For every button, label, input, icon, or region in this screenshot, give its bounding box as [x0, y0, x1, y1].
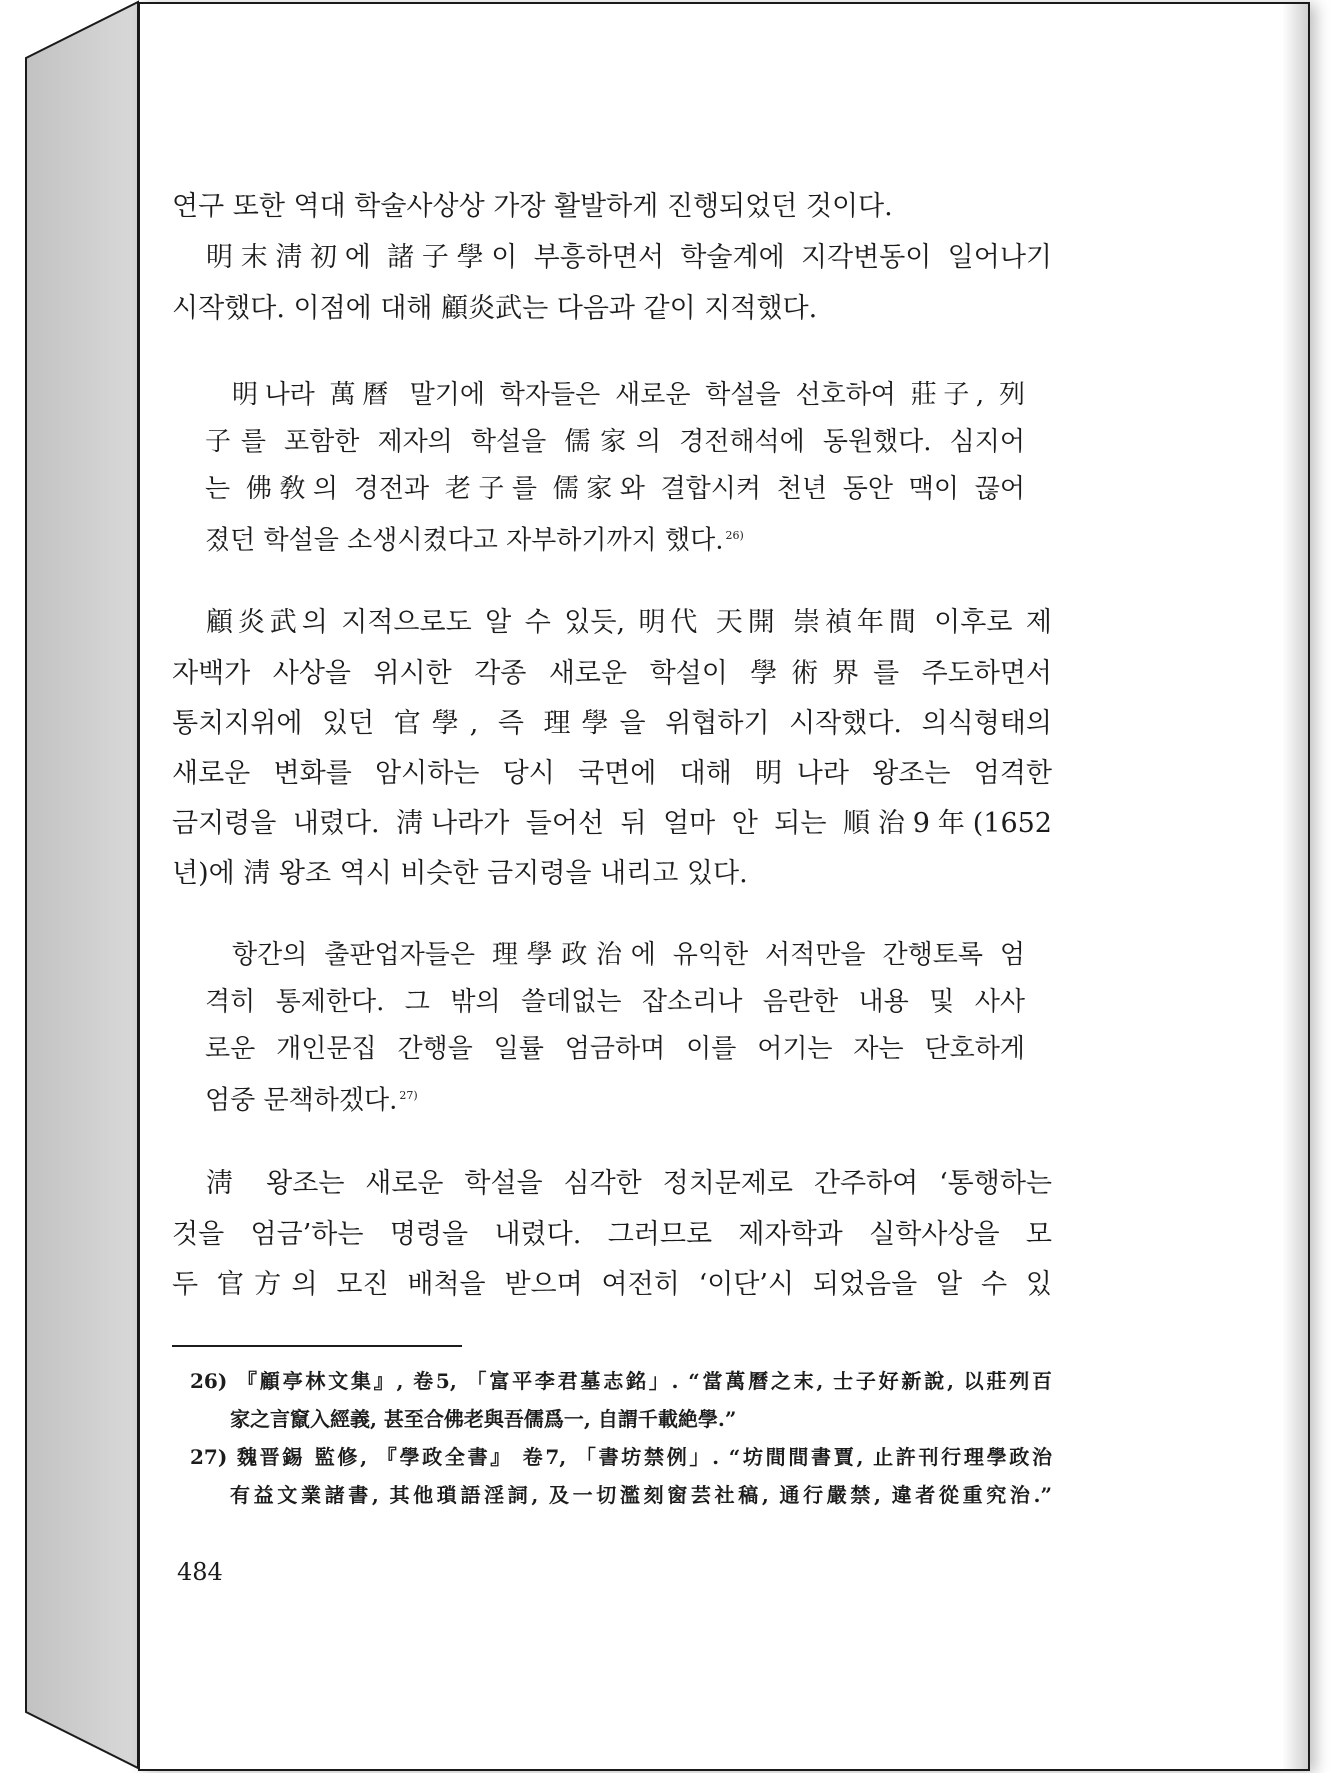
- quote-text: 엄중 문책하겠다.: [205, 1085, 398, 1116]
- quote-text: 졌던 학설을 소생시켰다고 자부하기까지 했다.: [205, 525, 724, 556]
- quote-line: 격히 통제한다. 그 밖의 쓸데없는 잡소리나 음란한 내용 및 사사: [205, 987, 1025, 1017]
- body-line: 淸 왕조는 새로운 학설을 심각한 정치문제로 간주하여 ‘통행하는: [206, 1168, 1052, 1199]
- body-line: 통치지위에 있던 官學, 즉 理學을 위협하기 시작했다. 의식형태의: [172, 708, 1052, 739]
- quote-line: 로운 개인문집 간행을 일률 엄금하며 이를 어기는 자는 단호하게: [205, 1034, 1025, 1064]
- body-line: 것을 엄금’하는 명령을 내렸다. 그러므로 제자학과 실학사상을 모: [172, 1219, 1052, 1250]
- quote-line: 항간의 출판업자들은 理學政治에 유익한 서적만을 간행토록 엄: [232, 940, 1025, 970]
- body-line: 顧炎武의 지적으로도 알 수 있듯, 明代 天開 崇禎年間 이후로 제: [206, 607, 1052, 638]
- body-line: 연구 또한 역대 학술사상상 가장 활발하게 진행되었던 것이다.: [172, 191, 893, 222]
- quote-line: 는 佛敎의 경전과 老子를 儒家와 결합시켜 천년 동안 맥이 끊어: [205, 474, 1025, 504]
- quote-line: 明나라 萬曆 말기에 학자들은 새로운 학설을 선호하여 莊子, 列: [232, 380, 1025, 410]
- body-line: 두 官方의 모진 배척을 받으며 여전히 ‘이단’시 되었음을 알 수 있: [172, 1269, 1052, 1300]
- footnote-line: 家之言竄入經義, 甚至合佛老與吾儒爲一, 自謂千載絶學.”: [230, 1407, 737, 1431]
- body-line: 새로운 변화를 암시하는 당시 국면에 대해 明나라 왕조는 엄격한: [172, 758, 1052, 789]
- body-line: 자백가 사상을 위시한 각종 새로운 학설이 學術界를 주도하면서: [172, 658, 1052, 689]
- page-number: 484: [177, 1558, 223, 1586]
- footnote-line: 27) 魏晋錫 監修, 『學政全書』 卷7, 「書坊禁例」. “坊間間書賈, 止許刊行理學政治: [190, 1445, 1052, 1469]
- footnote-ref: 27): [399, 1089, 418, 1102]
- body-line: 시작했다. 이점에 대해 顧炎武는 다음과 같이 지적했다.: [172, 293, 818, 324]
- body-line: 明末淸初에 諸子學이 부흥하면서 학술계에 지각변동이 일어나기: [206, 242, 1052, 273]
- footnote-rule: [172, 1345, 462, 1347]
- quote-line: [205, 1080, 1025, 1117]
- footnote-ref: 26): [725, 529, 744, 542]
- body-line: 금지령을 내렸다. 淸나라가 들어선 뒤 얼마 안 되는 順治9年(1652: [172, 808, 1052, 839]
- quote-line: [205, 520, 1025, 557]
- footnote-line: 26) 『顧亭林文集』, 卷5, 「富平李君墓志銘」. “當萬曆之末, 士子好新說, 以莊列百: [190, 1369, 1052, 1393]
- page-edge-shade: [1282, 4, 1308, 1769]
- quote-line: 子를 포함한 제자의 학설을 儒家의 경전해석에 동원했다. 심지어: [205, 427, 1025, 457]
- body-line: 년)에 淸 왕조 역시 비슷한 금지령을 내리고 있다.: [172, 858, 748, 889]
- footnote-line: 有益文業諸書, 其他瑣語淫詞, 及一切濫刻窗芸社稿, 通行嚴禁, 違者從重究治.”: [230, 1483, 1052, 1507]
